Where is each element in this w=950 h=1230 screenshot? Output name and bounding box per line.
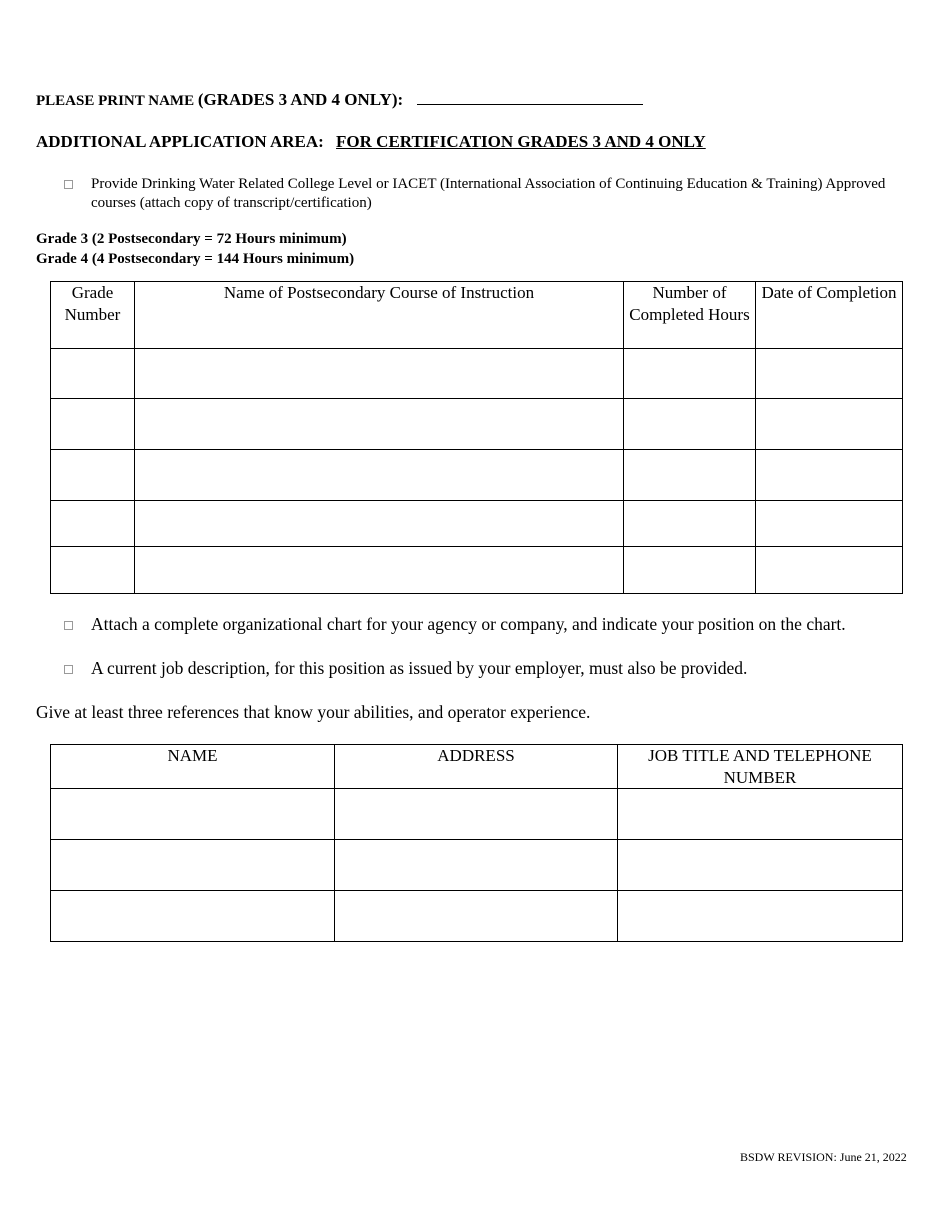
course-name-cell[interactable] xyxy=(135,399,624,450)
reference-job-title-cell[interactable] xyxy=(618,840,903,891)
reference-name-cell[interactable] xyxy=(51,840,335,891)
header-completion-date: Date of Completion xyxy=(756,282,903,349)
table-row xyxy=(51,547,903,594)
reference-name-cell[interactable] xyxy=(51,891,335,942)
reference-job-title-cell[interactable] xyxy=(618,789,903,840)
grade-number-cell[interactable] xyxy=(51,399,135,450)
completed-hours-cell[interactable] xyxy=(624,399,756,450)
reference-name-cell[interactable] xyxy=(51,789,335,840)
college-courses-checkbox[interactable] xyxy=(64,180,73,189)
org-chart-text: Attach a complete organizational chart for your agency or company, and indicate your position on the chart. xyxy=(91,614,846,634)
grade3-requirement: Grade 3 (2 Postsecondary = 72 Hours minimum) xyxy=(36,231,347,247)
completed-hours-cell[interactable] xyxy=(624,450,756,501)
header-completed-hours: Number of Completed Hours xyxy=(624,282,756,349)
header-address: ADDRESS xyxy=(335,745,618,789)
table-row xyxy=(51,399,903,450)
table-row xyxy=(51,891,903,942)
table-row xyxy=(51,349,903,399)
grade-number-cell[interactable] xyxy=(51,349,135,399)
header-name: NAME xyxy=(51,745,335,789)
additional-application-heading xyxy=(36,132,706,152)
grade4-requirement: Grade 4 (4 Postsecondary = 144 Hours minimum) xyxy=(36,251,355,267)
references-table-header xyxy=(51,745,903,789)
course-name-cell[interactable] xyxy=(135,547,624,594)
completed-hours-cell[interactable] xyxy=(624,349,756,399)
course-name-cell[interactable] xyxy=(135,450,624,501)
reference-address-cell[interactable] xyxy=(335,840,618,891)
completion-date-cell[interactable] xyxy=(756,349,903,399)
completed-hours-cell[interactable] xyxy=(624,547,756,594)
course-table xyxy=(50,281,903,594)
additional-application-label: ADDITIONAL APPLICATION AREA: xyxy=(36,132,324,151)
table-row xyxy=(51,501,903,547)
college-courses-text: Provide Drinking Water Related College Level or IACET (International Association of Continuing Education & Training) Approved courses (attach copy of transcript/certification) xyxy=(91,176,886,211)
completion-date-cell[interactable] xyxy=(756,547,903,594)
grade-number-cell[interactable] xyxy=(51,547,135,594)
reference-address-cell[interactable] xyxy=(335,891,618,942)
job-description-text: A current job description, for this position as issued by your employer, must also be provided. xyxy=(91,658,748,678)
org-chart-checkbox[interactable] xyxy=(64,621,73,630)
course-name-cell[interactable] xyxy=(135,501,624,547)
table-row xyxy=(51,789,903,840)
header-job-title-telephone: JOB TITLE AND TELEPHONE NUMBER xyxy=(618,745,903,789)
print-name-grades: (GRADES 3 AND 4 ONLY xyxy=(197,90,392,109)
grade-number-cell[interactable] xyxy=(51,450,135,501)
completion-date-cell[interactable] xyxy=(756,399,903,450)
revision-footer: BSDW REVISION: June 21, 2022 xyxy=(740,1150,907,1164)
references-table xyxy=(50,744,903,942)
print-name-blank[interactable] xyxy=(417,90,643,105)
header-course-name: Name of Postsecondary Course of Instruction xyxy=(135,282,624,349)
print-name-label: PLEASE PRINT NAME xyxy=(36,93,195,109)
grade-number-cell[interactable] xyxy=(51,501,135,547)
references-intro: Give at least three references that know your abilities, and operator experience. xyxy=(36,702,591,722)
header-grade-number: Grade Number xyxy=(51,282,135,349)
grade-requirements xyxy=(36,229,354,269)
completion-date-cell[interactable] xyxy=(756,501,903,547)
table-row xyxy=(51,450,903,501)
additional-application-scope: FOR CERTIFICATION GRADES 3 AND 4 ONLY xyxy=(336,132,706,151)
course-table-header xyxy=(51,282,903,349)
completion-date-cell[interactable] xyxy=(756,450,903,501)
reference-job-title-cell[interactable] xyxy=(618,891,903,942)
job-description-checkbox[interactable] xyxy=(64,665,73,674)
table-row xyxy=(51,840,903,891)
print-name-line xyxy=(36,90,643,110)
course-name-cell[interactable] xyxy=(135,349,624,399)
print-name-close: ): xyxy=(391,90,404,109)
completed-hours-cell[interactable] xyxy=(624,501,756,547)
reference-address-cell[interactable] xyxy=(335,789,618,840)
